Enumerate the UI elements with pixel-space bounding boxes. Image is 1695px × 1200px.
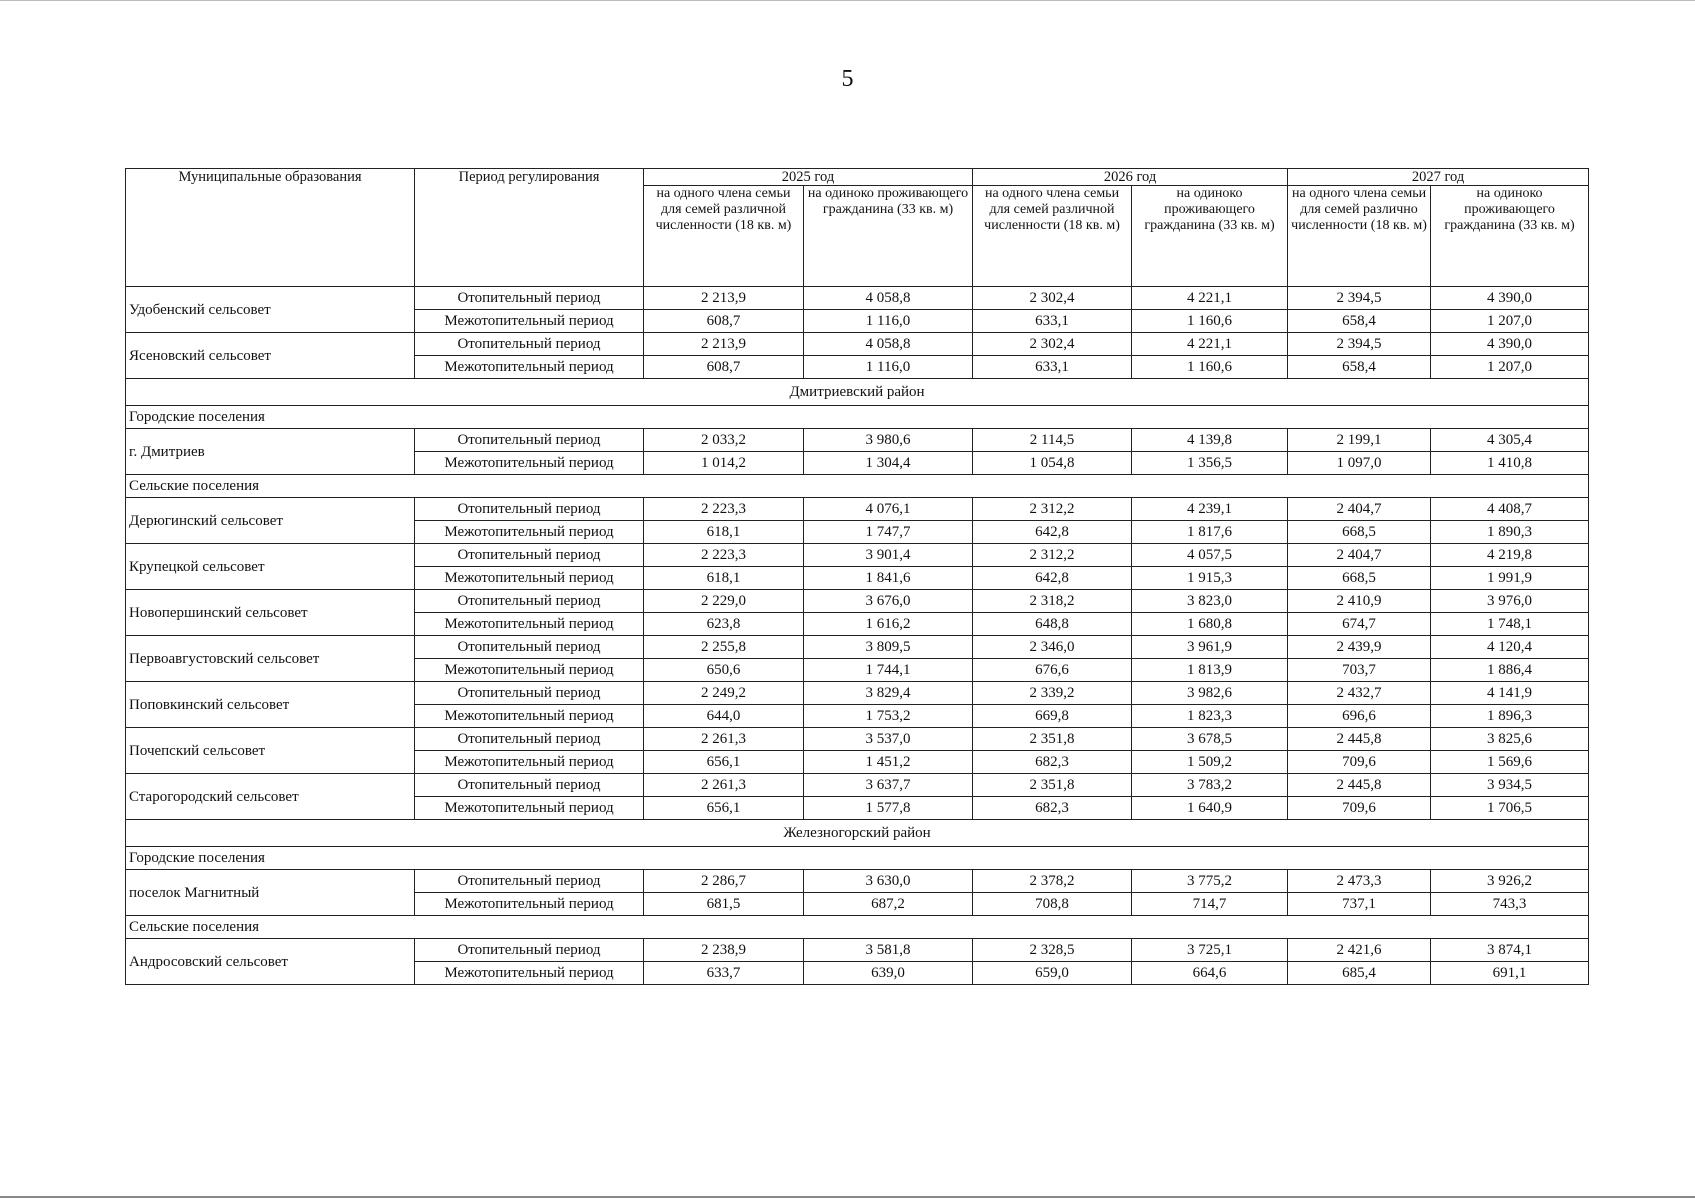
value-cell: 618,1	[644, 521, 804, 544]
value-cell: 3 630,0	[804, 870, 973, 893]
header-year-2025: 2025 год	[644, 169, 973, 186]
value-cell: 4 390,0	[1431, 287, 1589, 310]
value-cell: 3 823,0	[1132, 590, 1288, 613]
district-title-dmitrievsky: Дмитриевский район	[126, 379, 1589, 406]
value-cell: 1 744,1	[804, 659, 973, 682]
value-cell: 2 394,5	[1288, 287, 1431, 310]
value-cell: 681,5	[644, 893, 804, 916]
value-cell: 1 451,2	[804, 751, 973, 774]
value-cell: 737,1	[1288, 893, 1431, 916]
table-row	[126, 287, 1589, 310]
value-cell: 1 680,8	[1132, 613, 1288, 636]
value-cell: 1 410,8	[1431, 452, 1589, 475]
value-cell: 2 238,9	[644, 939, 804, 962]
value-cell: 2 318,2	[973, 590, 1132, 613]
value-cell: 1 577,8	[804, 797, 973, 820]
value-cell: 2 445,8	[1288, 774, 1431, 797]
value-cell: 3 676,0	[804, 590, 973, 613]
value-cell: 691,1	[1431, 962, 1589, 985]
value-cell: 3 637,7	[804, 774, 973, 797]
value-cell: 658,4	[1288, 310, 1431, 333]
value-cell: 3 581,8	[804, 939, 973, 962]
value-cell: 1 747,7	[804, 521, 973, 544]
period-label: Межотопительный период	[415, 751, 644, 774]
district-row	[126, 379, 1589, 406]
period-label: Отопительный период	[415, 870, 644, 893]
header-single-2025: на одиноко проживающего гражданина (33 кв. м)	[804, 186, 973, 287]
municipality-name: поселок Магнитный	[126, 870, 415, 916]
value-cell: 3 980,6	[804, 429, 973, 452]
value-cell: 2 302,4	[973, 287, 1132, 310]
value-cell: 3 926,2	[1431, 870, 1589, 893]
value-cell: 1 813,9	[1132, 659, 1288, 682]
municipality-name: Удобенский сельсовет	[126, 287, 415, 333]
value-cell: 2 261,3	[644, 774, 804, 797]
value-cell: 676,6	[973, 659, 1132, 682]
value-cell: 2 404,7	[1288, 544, 1431, 567]
value-cell: 3 775,2	[1132, 870, 1288, 893]
value-cell: 2 286,7	[644, 870, 804, 893]
value-cell: 2 213,9	[644, 287, 804, 310]
value-cell: 658,4	[1288, 356, 1431, 379]
value-cell: 633,7	[644, 962, 804, 985]
value-cell: 743,3	[1431, 893, 1589, 916]
header-year-2026: 2026 год	[973, 169, 1288, 186]
period-label: Межотопительный период	[415, 356, 644, 379]
period-label: Отопительный период	[415, 939, 644, 962]
period-label: Отопительный период	[415, 590, 644, 613]
value-cell: 4 057,5	[1132, 544, 1288, 567]
value-cell: 1 841,6	[804, 567, 973, 590]
table-row	[126, 636, 1589, 659]
value-cell: 2 439,9	[1288, 636, 1431, 659]
value-cell: 3 982,6	[1132, 682, 1288, 705]
municipality-name: Почепский сельсовет	[126, 728, 415, 774]
value-cell: 4 219,8	[1431, 544, 1589, 567]
value-cell: 685,4	[1288, 962, 1431, 985]
value-cell: 674,7	[1288, 613, 1431, 636]
municipality-name: Крупецкой сельсовет	[126, 544, 415, 590]
table-row	[126, 590, 1589, 613]
value-cell: 3 934,5	[1431, 774, 1589, 797]
value-cell: 2 394,5	[1288, 333, 1431, 356]
municipality-name: Андросовский сельсовет	[126, 939, 415, 985]
municipality-name: Первоавгустовский сельсовет	[126, 636, 415, 682]
period-label: Межотопительный период	[415, 452, 644, 475]
value-cell: 4 305,4	[1431, 429, 1589, 452]
section-title-rural: Сельские поселения	[126, 475, 1589, 498]
value-cell: 668,5	[1288, 567, 1431, 590]
period-label: Отопительный период	[415, 498, 644, 521]
table-row	[126, 544, 1589, 567]
table-row	[126, 870, 1589, 893]
value-cell: 1 054,8	[973, 452, 1132, 475]
value-cell: 2 445,8	[1288, 728, 1431, 751]
header-single-2026: на одиноко проживающего гражданина (33 кв. м)	[1132, 186, 1288, 287]
value-cell: 4 120,4	[1431, 636, 1589, 659]
value-cell: 1 896,3	[1431, 705, 1589, 728]
value-cell: 1 304,4	[804, 452, 973, 475]
value-cell: 1 207,0	[1431, 310, 1589, 333]
value-cell: 3 825,6	[1431, 728, 1589, 751]
value-cell: 1 207,0	[1431, 356, 1589, 379]
value-cell: 682,3	[973, 751, 1132, 774]
value-cell: 608,7	[644, 310, 804, 333]
header-family-2026: на одного члена семьи для семей различной численности (18 кв. м)	[973, 186, 1132, 287]
value-cell: 2 351,8	[973, 728, 1132, 751]
period-label: Межотопительный период	[415, 797, 644, 820]
header-family-2025: на одного члена семьи для семей различной численности (18 кв. м)	[644, 186, 804, 287]
value-cell: 2 255,8	[644, 636, 804, 659]
section-row	[126, 847, 1589, 870]
period-label: Отопительный период	[415, 287, 644, 310]
value-cell: 1 706,5	[1431, 797, 1589, 820]
header-family-2027: на одного члена семьи для семей различно численности (18 кв. м)	[1288, 186, 1431, 287]
value-cell: 656,1	[644, 751, 804, 774]
value-cell: 1 569,6	[1431, 751, 1589, 774]
value-cell: 2 249,2	[644, 682, 804, 705]
period-label: Отопительный период	[415, 774, 644, 797]
value-cell: 3 829,4	[804, 682, 973, 705]
value-cell: 4 221,1	[1132, 333, 1288, 356]
header-row-years	[126, 169, 1589, 186]
value-cell: 656,1	[644, 797, 804, 820]
value-cell: 4 141,9	[1431, 682, 1589, 705]
value-cell: 669,8	[973, 705, 1132, 728]
value-cell: 3 976,0	[1431, 590, 1589, 613]
table-row	[126, 939, 1589, 962]
value-cell: 2 473,3	[1288, 870, 1431, 893]
value-cell: 4 139,8	[1132, 429, 1288, 452]
value-cell: 1 915,3	[1132, 567, 1288, 590]
section-title-urban: Городские поселения	[126, 847, 1589, 870]
value-cell: 2 261,3	[644, 728, 804, 751]
value-cell: 687,2	[804, 893, 973, 916]
value-cell: 1 886,4	[1431, 659, 1589, 682]
value-cell: 639,0	[804, 962, 973, 985]
value-cell: 2 328,5	[973, 939, 1132, 962]
section-row	[126, 406, 1589, 429]
value-cell: 709,6	[1288, 797, 1431, 820]
period-label: Отопительный период	[415, 682, 644, 705]
value-cell: 682,3	[973, 797, 1132, 820]
value-cell: 1 356,5	[1132, 452, 1288, 475]
value-cell: 703,7	[1288, 659, 1431, 682]
value-cell: 2 229,0	[644, 590, 804, 613]
value-cell: 708,8	[973, 893, 1132, 916]
value-cell: 2 410,9	[1288, 590, 1431, 613]
value-cell: 650,6	[644, 659, 804, 682]
period-label: Межотопительный период	[415, 659, 644, 682]
municipality-name: г. Дмитриев	[126, 429, 415, 475]
value-cell: 1 160,6	[1132, 310, 1288, 333]
value-cell: 1 823,3	[1132, 705, 1288, 728]
value-cell: 2 223,3	[644, 498, 804, 521]
value-cell: 1 097,0	[1288, 452, 1431, 475]
value-cell: 2 351,8	[973, 774, 1132, 797]
value-cell: 1 616,2	[804, 613, 973, 636]
municipality-name: Новопершинский сельсовет	[126, 590, 415, 636]
value-cell: 2 432,7	[1288, 682, 1431, 705]
scan-bottom-edge	[0, 1196, 1695, 1198]
value-cell: 618,1	[644, 567, 804, 590]
period-label: Межотопительный период	[415, 893, 644, 916]
municipality-name: Ясеновский сельсовет	[126, 333, 415, 379]
value-cell: 633,1	[973, 356, 1132, 379]
period-label: Межотопительный период	[415, 705, 644, 728]
header-period: Период регулирования	[415, 169, 644, 287]
value-cell: 2 213,9	[644, 333, 804, 356]
period-label: Отопительный период	[415, 636, 644, 659]
municipality-name: Поповкинский сельсовет	[126, 682, 415, 728]
value-cell: 3 678,5	[1132, 728, 1288, 751]
value-cell: 642,8	[973, 567, 1132, 590]
value-cell: 2 339,2	[973, 682, 1132, 705]
value-cell: 3 874,1	[1431, 939, 1589, 962]
value-cell: 2 033,2	[644, 429, 804, 452]
page-number: 5	[841, 66, 854, 92]
header-single-2027: на одиноко проживающего гражданина (33 кв. м)	[1431, 186, 1589, 287]
period-label: Отопительный период	[415, 728, 644, 751]
period-label: Отопительный период	[415, 333, 644, 356]
period-label: Отопительный период	[415, 429, 644, 452]
value-cell: 1 748,1	[1431, 613, 1589, 636]
value-cell: 4 058,8	[804, 333, 973, 356]
district-row	[126, 820, 1589, 847]
period-label: Межотопительный период	[415, 521, 644, 544]
value-cell: 3 901,4	[804, 544, 973, 567]
section-title-urban: Городские поселения	[126, 406, 1589, 429]
value-cell: 1 753,2	[804, 705, 973, 728]
table-row	[126, 774, 1589, 797]
value-cell: 1 116,0	[804, 310, 973, 333]
value-cell: 4 076,1	[804, 498, 973, 521]
value-cell: 642,8	[973, 521, 1132, 544]
value-cell: 4 058,8	[804, 287, 973, 310]
section-title-rural: Сельские поселения	[126, 916, 1589, 939]
value-cell: 2 302,4	[973, 333, 1132, 356]
value-cell: 2 312,2	[973, 544, 1132, 567]
value-cell: 2 404,7	[1288, 498, 1431, 521]
value-cell: 2 223,3	[644, 544, 804, 567]
value-cell: 648,8	[973, 613, 1132, 636]
header-municipality: Муниципальные образования	[126, 169, 415, 287]
period-label: Межотопительный период	[415, 613, 644, 636]
value-cell: 696,6	[1288, 705, 1431, 728]
value-cell: 664,6	[1132, 962, 1288, 985]
value-cell: 1 160,6	[1132, 356, 1288, 379]
table-row	[126, 498, 1589, 521]
value-cell: 1 014,2	[644, 452, 804, 475]
value-cell: 3 537,0	[804, 728, 973, 751]
table-row	[126, 682, 1589, 705]
value-cell: 1 991,9	[1431, 567, 1589, 590]
municipality-name: Старогородский сельсовет	[126, 774, 415, 820]
value-cell: 623,8	[644, 613, 804, 636]
value-cell: 4 221,1	[1132, 287, 1288, 310]
value-cell: 633,1	[973, 310, 1132, 333]
value-cell: 4 239,1	[1132, 498, 1288, 521]
table-row	[126, 429, 1589, 452]
value-cell: 2 199,1	[1288, 429, 1431, 452]
value-cell: 3 783,2	[1132, 774, 1288, 797]
value-cell: 668,5	[1288, 521, 1431, 544]
value-cell: 4 408,7	[1431, 498, 1589, 521]
value-cell: 2 346,0	[973, 636, 1132, 659]
value-cell: 1 640,9	[1132, 797, 1288, 820]
value-cell: 1 116,0	[804, 356, 973, 379]
scan-top-edge	[0, 0, 1695, 1]
value-cell: 1 817,6	[1132, 521, 1288, 544]
municipality-name: Дерюгинский сельсовет	[126, 498, 415, 544]
value-cell: 2 312,2	[973, 498, 1132, 521]
table-row	[126, 728, 1589, 751]
value-cell: 709,6	[1288, 751, 1431, 774]
period-label: Межотопительный период	[415, 567, 644, 590]
district-title-zheleznogorsky: Железногорский район	[126, 820, 1589, 847]
value-cell: 659,0	[973, 962, 1132, 985]
value-cell: 1 890,3	[1431, 521, 1589, 544]
value-cell: 3 809,5	[804, 636, 973, 659]
section-row	[126, 475, 1589, 498]
value-cell: 2 114,5	[973, 429, 1132, 452]
period-label: Межотопительный период	[415, 962, 644, 985]
section-row	[126, 916, 1589, 939]
table-row	[126, 333, 1589, 356]
value-cell: 644,0	[644, 705, 804, 728]
tariff-table	[125, 168, 1589, 985]
value-cell: 714,7	[1132, 893, 1288, 916]
period-label: Межотопительный период	[415, 310, 644, 333]
value-cell: 4 390,0	[1431, 333, 1589, 356]
value-cell: 3 725,1	[1132, 939, 1288, 962]
header-year-2027: 2027 год	[1288, 169, 1589, 186]
value-cell: 1 509,2	[1132, 751, 1288, 774]
period-label: Отопительный период	[415, 544, 644, 567]
value-cell: 2 378,2	[973, 870, 1132, 893]
value-cell: 608,7	[644, 356, 804, 379]
value-cell: 3 961,9	[1132, 636, 1288, 659]
value-cell: 2 421,6	[1288, 939, 1431, 962]
